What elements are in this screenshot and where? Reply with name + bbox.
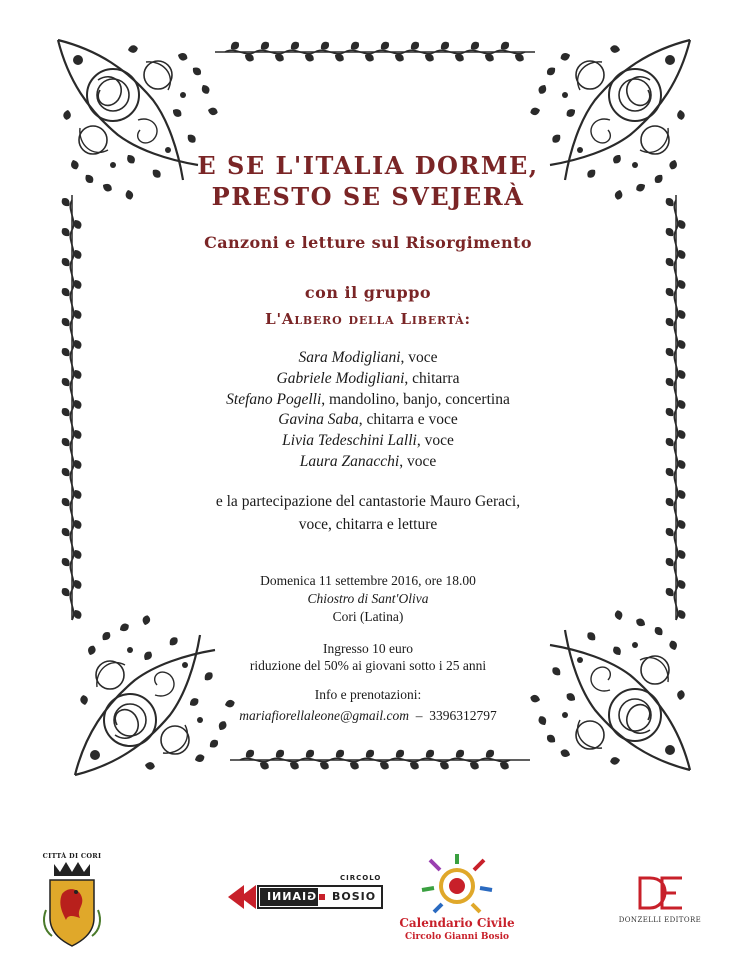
bosio-circolo-label: CIRCOLO [340,874,382,882]
member-name: Livia Tedeschini Lalli [282,432,417,450]
member-role: , mandolino, banjo, concertina [321,390,510,408]
group-name: L'Albero della Libertà: [265,310,471,328]
title-line-1: E SE L'ITALIA DORME, [197,151,539,180]
members-list [0,348,736,473]
frame-bottom-border [230,748,530,772]
ticket-info [0,640,736,674]
event-city: Cori (Latina) [332,609,404,624]
poster-title [0,150,736,212]
contact-email[interactable]: mariafiorellaleone@gmail.com [239,708,410,723]
member-item [0,431,736,452]
member-role: , chitarra e voce [358,411,458,429]
contact-separator: – [409,708,430,723]
member-item [0,452,736,473]
member-name: Sara Modigliani [298,349,401,366]
calendario-civile-logo [392,850,522,950]
title-line-2: PRESTO SE SVEJERÀ [211,182,525,211]
event-venue: Chiostro di Sant'Oliva [307,591,429,606]
participation-line-2: voce, chitarra e letture [298,516,438,533]
calendario-subtitle: Circolo Gianni Bosio [404,932,510,942]
cori-coat-of-arms-logo [40,852,104,952]
event-date: Domenica 11 settembre 2016, ore 18.00 [260,573,476,588]
member-name: Gavina Saba [278,411,359,429]
bosio-bosio-label: BOSIO [332,890,377,903]
member-name: Gabriele Modigliani [276,369,405,387]
group-intro: con il gruppo [304,283,432,302]
donzelli-label: DONZELLI EDITORE [618,916,702,924]
circolo-bosio-logo [222,870,392,920]
cori-shield-icon [40,860,104,950]
contact-info [0,684,736,726]
member-item [0,390,736,411]
member-name: Stefano Pogelli [226,390,322,408]
contact-line [0,705,736,726]
event-details [0,572,736,626]
member-item [0,369,736,390]
contact-phone[interactable]: 3396312797 [429,708,497,723]
contact-label: Info e prenotazioni: [314,687,422,702]
donzelli-editore-logo [610,874,710,934]
member-name: Laura Zanacchi [299,452,400,470]
ticket-price: Ingresso 10 euro [323,641,413,656]
calendario-title: Calendario Civile [399,916,515,930]
bosio-gianni-label: GIANNI [266,890,317,903]
participation-text [0,490,736,536]
cori-label: CITTÀ DI CORI [42,852,102,860]
participation-line-1: e la partecipazione del cantastorie Mauro Geraci, [215,493,521,510]
ticket-discount: riduzione del 50% ai giovani sotto i 25 anni [249,658,487,673]
member-role: , voce [399,452,437,470]
member-role: , voce [416,432,454,450]
member-role: , chitarra [404,369,460,387]
member-item [0,410,736,431]
member-role: , voce [400,349,438,366]
calendario-burst-icon [392,850,522,920]
frame-top-border [215,40,535,64]
poster-subtitle: Canzoni e letture sul Risorgimento [204,233,532,252]
member-item [0,348,736,369]
donzelli-monogram-icon [610,874,710,914]
